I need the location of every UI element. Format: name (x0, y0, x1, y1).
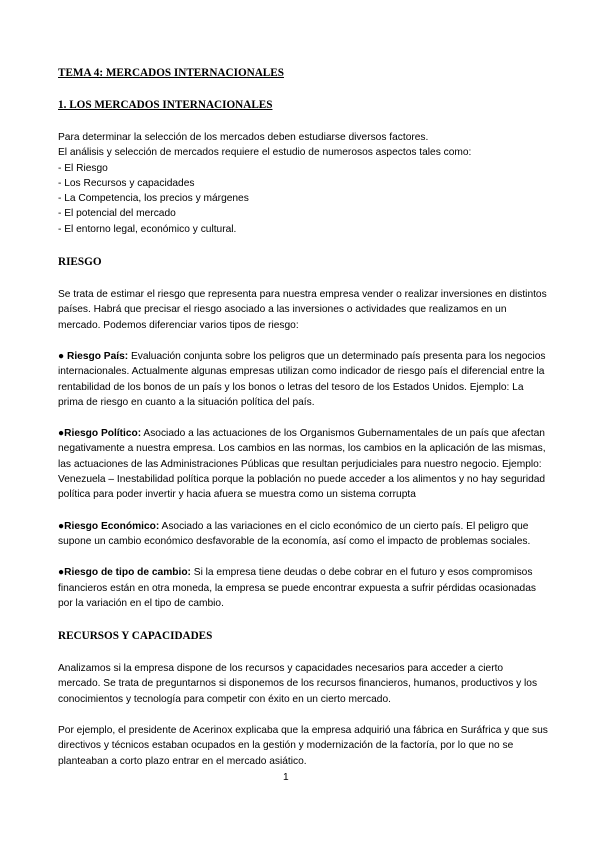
riesgo-pais-text: Evaluación conjunta sobre los peligros que un determinado país presenta para los negocios internacionales. Actualmente algunas empresas utilizan como indicador de riesgo país el diferencial entre la rentabilidad de los bonos de un país y los bonos o letras del tesoro de los Estados Unidos. Ejemplo: La prima de riesgo en cuanto a la situación política del país. (58, 350, 546, 408)
list-item: - Los Recursos y capacidades (58, 177, 195, 189)
recursos-paragraph-2: Por ejemplo, el presidente de Acerinox explicaba que la empresa adquirió una fábrica en Suráfrica y que sus directivos y técnicos estaban ocupados en la gestión y modernización de la factoría, por lo que no se planteaban a corto plazo entrar en el mercado asiático. (58, 725, 548, 767)
factors-list (58, 161, 548, 237)
riesgo-politico-paragraph (58, 426, 548, 502)
riesgo-intro: Se trata de estimar el riesgo que representa para nuestra empresa vender o realizar inversiones en distintos países. Habrá que precisar el riesgo asociado a las inversiones o actividades que realizamos en un mercado. Podemos diferenciar varios tipos de riesgo: (58, 289, 547, 331)
riesgo-cambio-label: ●Riesgo de tipo de cambio: (58, 567, 191, 579)
section-heading-mercados: 1. LOS MERCADOS INTERNACIONALES (58, 99, 273, 111)
riesgo-economico-text: Asociado a las variaciones en el ciclo económico de un cierto país. El peligro que supone un cambio económico desfavorable de la economía, así como el impacto de problemas sociales. (58, 520, 531, 547)
intro-line-1: Para determinar la selección de los mercados deben estudiarse diversos factores. (58, 132, 429, 143)
riesgo-cambio-text: Si la empresa tiene deudas o debe cobrar en el futuro y esos compromisos financieros están en otra moneda, la empresa se puede encontrar expuesta a sufrir pérdidas ocasionadas por la variación en el tipo de cambio. (58, 567, 536, 609)
section-heading-riesgo: RIESGO (58, 256, 102, 269)
page-number: 1 (283, 772, 289, 783)
list-item: - El entorno legal, económico y cultural. (58, 223, 237, 235)
riesgo-politico-text: Asociado a las actuaciones de los Organismos Gubernamentales de un país que afectan negativamente a nuestra empresa. Los cambios en las normas, los cambios en la aplicación de las mismas, las actuaciones de las Administraciones Públicas que resultan perjudiciales para nuestro negocio. Ejemplo: Venezuela – Inestabilidad política porque la población no puede acceder a los alimentos y no hay seguridad política para poder invertir y hacia afuera se muestra como un sistema corrupta (58, 428, 546, 501)
list-item: - El Riesgo (58, 162, 108, 174)
riesgo-economico-paragraph (58, 519, 548, 550)
riesgo-pais-label: ● Riesgo País: (58, 350, 129, 362)
section-heading-recursos: RECURSOS Y CAPACIDADES (58, 630, 213, 643)
recursos-paragraph-1: Analizamos si la empresa dispone de los recursos y capacidades necesarios para acceder a cierto mercado. Se trata de preguntarnos si disponemos de los recursos financieros, humanos, productivos y los conocimientos y tecnología para competir con éxito en un cierto mercado. (58, 663, 538, 705)
list-item: - El potencial del mercado (58, 208, 176, 220)
riesgo-economico-label: ●Riesgo Económico: (58, 520, 160, 532)
document-page (58, 66, 548, 769)
riesgo-politico-label: ●Riesgo Político: (58, 428, 142, 440)
intro-line-2: El análisis y selección de mercados requiere el estudio de numerosos aspectos tales como: (58, 147, 472, 159)
document-title: TEMA 4: MERCADOS INTERNACIONALES (58, 67, 284, 79)
riesgo-pais-paragraph (58, 349, 548, 410)
riesgo-cambio-paragraph (58, 565, 548, 611)
list-item: - La Competencia, los precios y márgenes (58, 193, 249, 205)
